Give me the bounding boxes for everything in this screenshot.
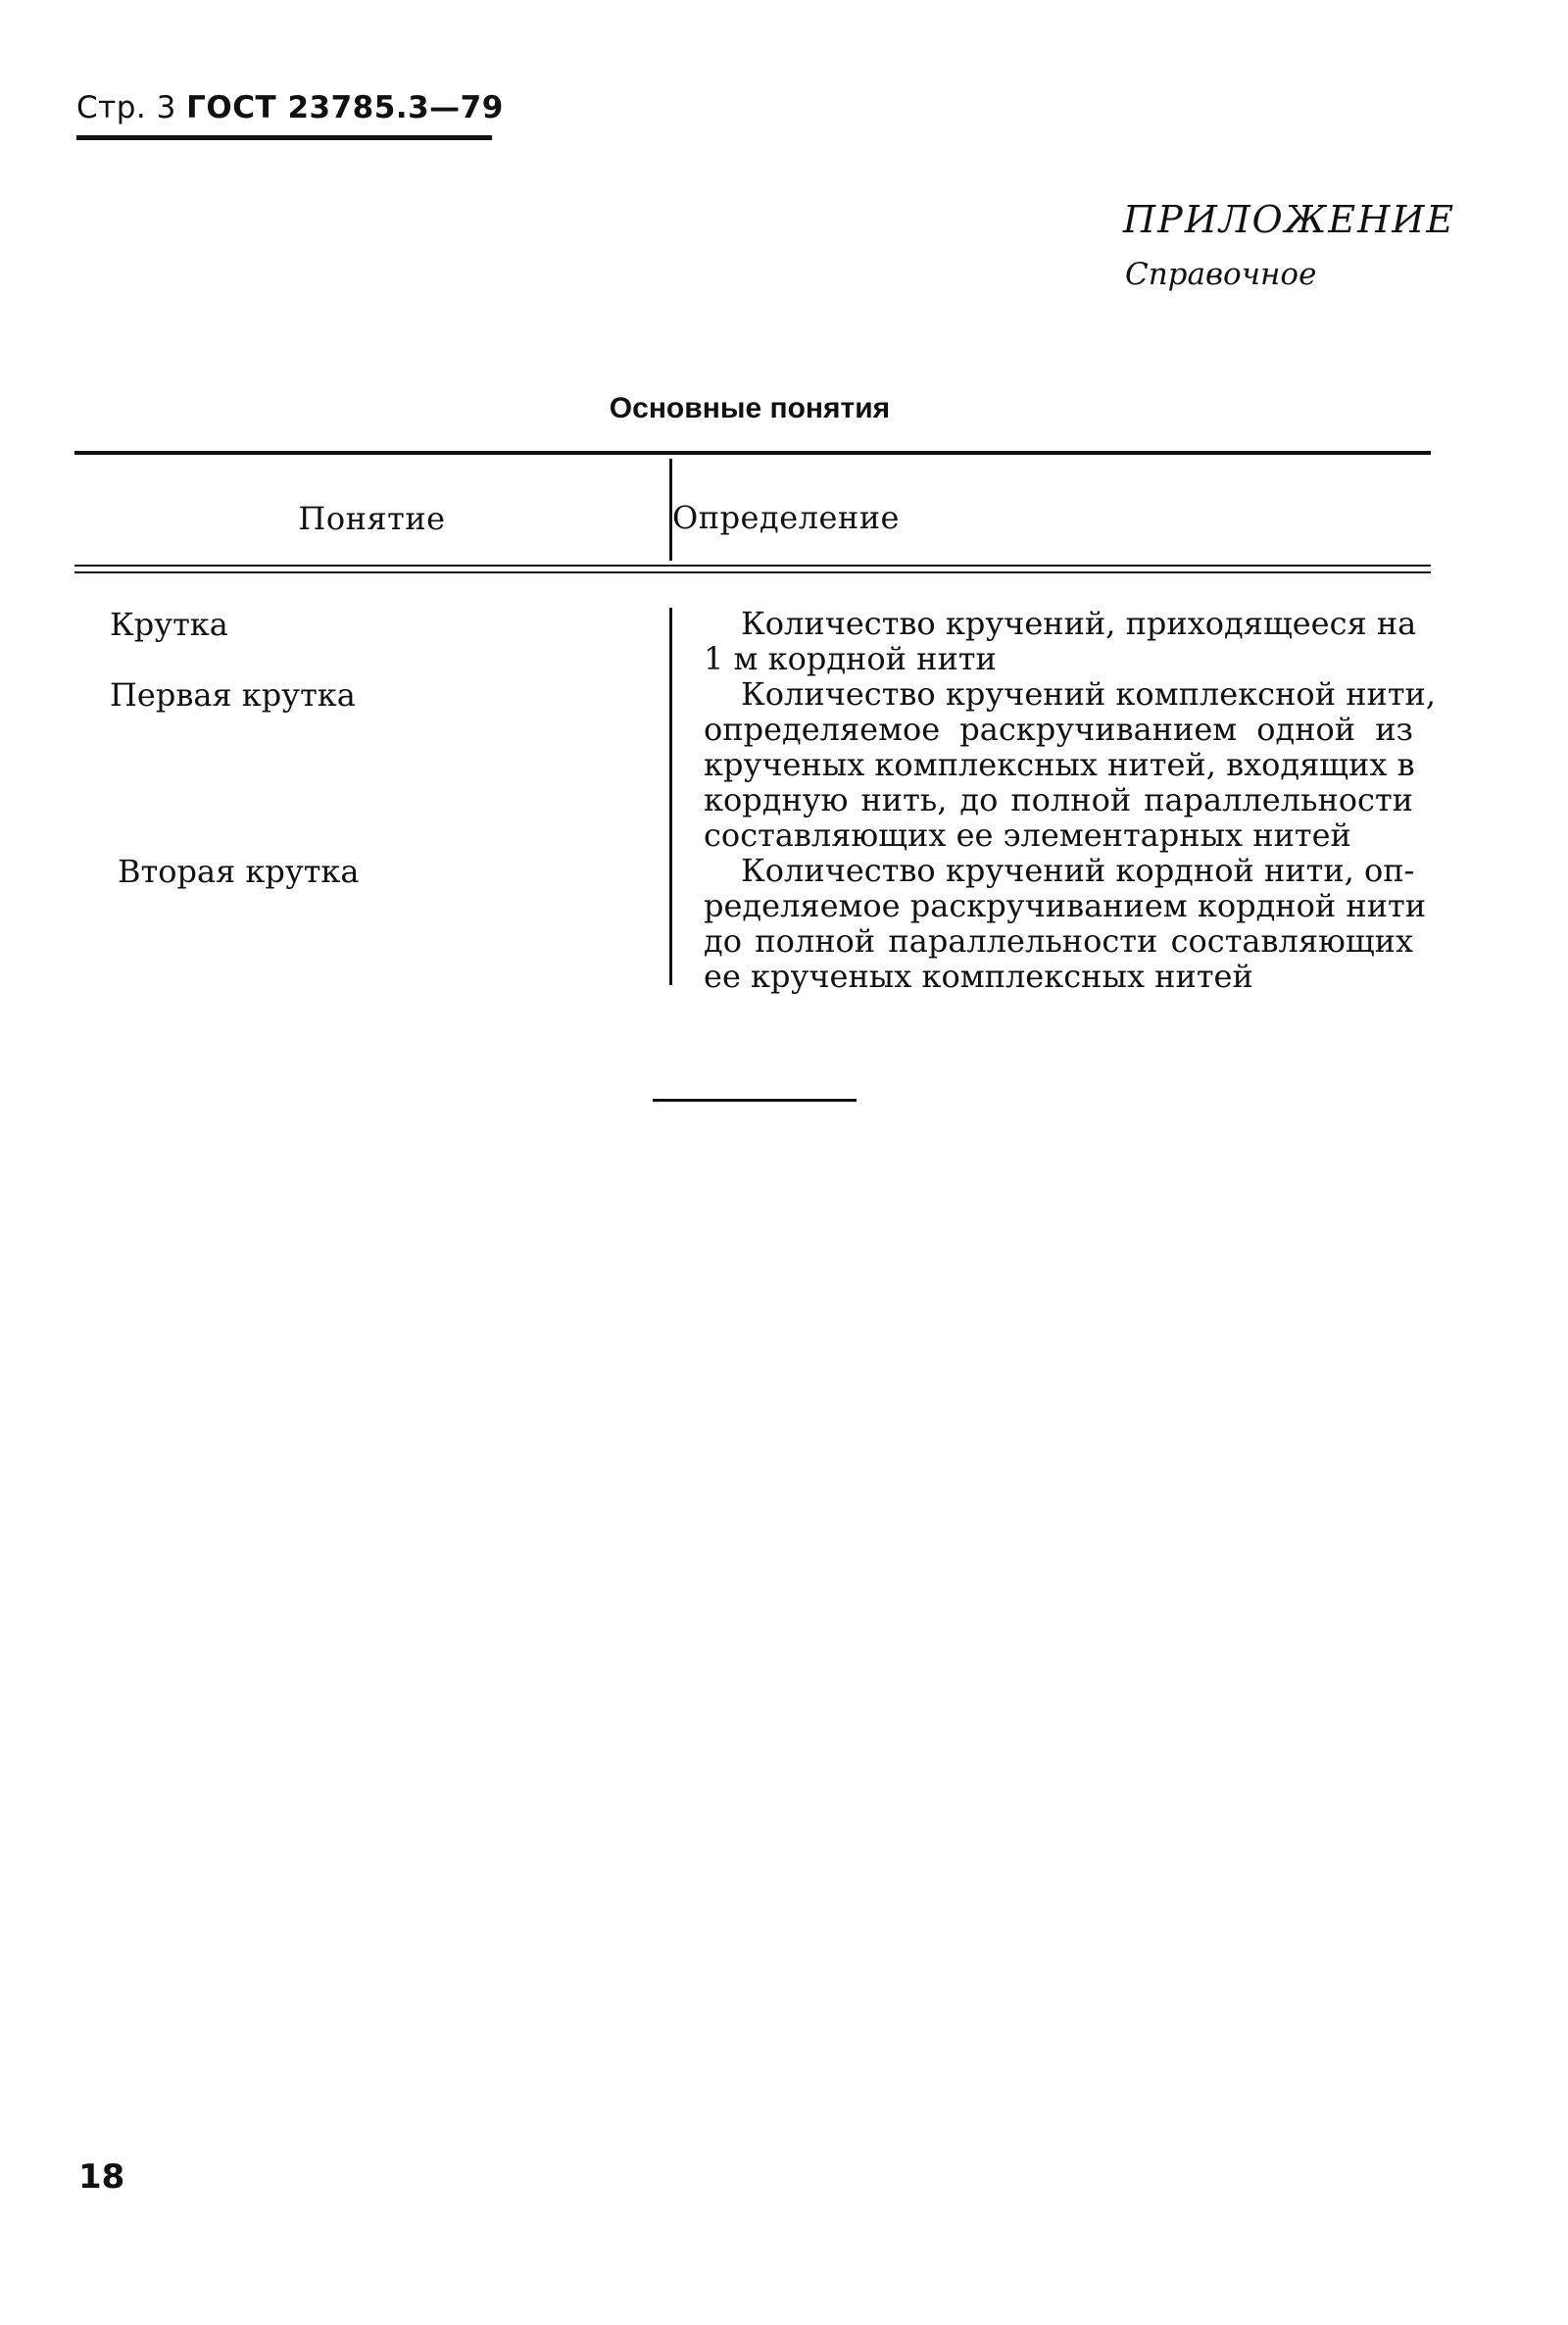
definition-line: ее крученых комплексных нитей [704,958,1253,995]
table-top-rule [74,451,1431,455]
definition-line: Количество кручений кордной нити, оп- [741,852,1415,889]
column-header-term: Понятие [298,500,446,537]
definition-line: Количество кручений комплексной нити, [741,675,1437,713]
definition-line: составляющих ее элементарных нитей [704,816,1351,854]
definition-line: кордную нить, до полной параллельности [704,781,1413,818]
appendix-subtitle: Справочное [1125,257,1317,292]
table-row-definition [704,852,1427,995]
page-number: 18 [78,2157,125,2197]
section-title: Основные понятия [609,392,891,424]
table-header-rule [74,565,1431,567]
end-rule [653,1099,857,1102]
appendix-title: ПРИЛОЖЕНИЕ [1123,198,1456,241]
page-label: Стр. 3 [76,90,176,125]
definition-line: Количество кручений, приходящееся на [741,605,1417,642]
standard-number: ГОСТ 23785.3—79 [186,90,504,125]
definition-line: до полной параллельности составляющих [704,922,1413,960]
page-header [76,90,504,140]
table-row-term: Первая крутка [110,676,356,714]
table-header-rule-double [74,571,1431,573]
definition-line: определяемое раскручиванием одной из [704,711,1413,748]
definition-line: 1 м кордной нити [704,640,997,677]
column-header-definition: Определение [672,499,900,536]
terms-table [74,451,1437,995]
table-row-definition [704,675,1437,854]
table-row-term: Крутка [110,606,228,643]
definition-line: ределяемое раскручиванием кордной нити [704,887,1427,924]
definition-line: крученых комплексных нитей, входящих в [704,746,1415,783]
table-row-definition [704,605,1417,677]
body-column-divider [669,608,672,985]
table-row-term: Вторая крутка [118,853,360,890]
